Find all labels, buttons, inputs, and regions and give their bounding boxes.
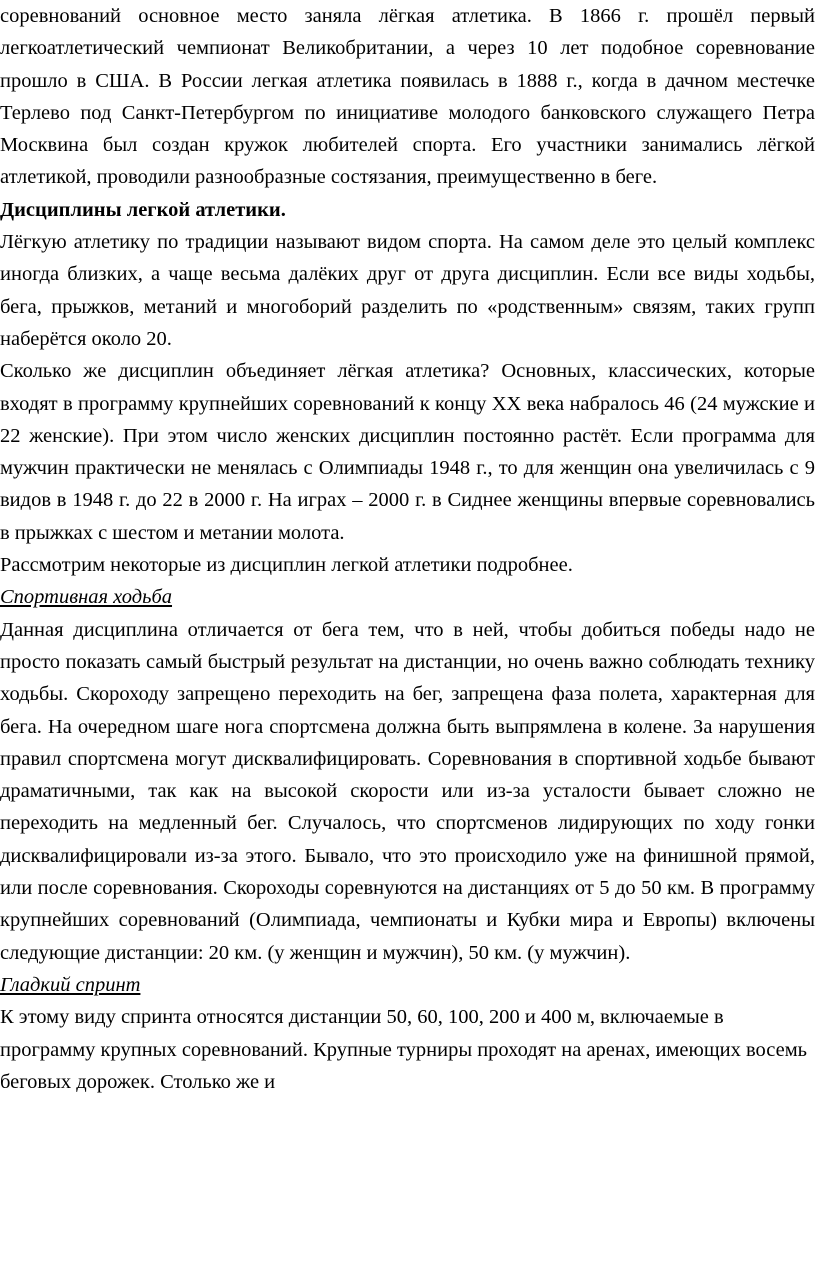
subheading-race-walking: Спортивная ходьба: [0, 586, 173, 609]
paragraph-consider: Рассмотрим некоторые из дисциплин легкой атлетики подробнее.: [0, 554, 573, 577]
paragraph-disciplines-count: Сколько же дисциплин объединяет лёгкая атлетика? Основных, классических, которые входят в программу крупнейших соревнований к концу XX века набралось 46 (24 мужские и 22 женские). При этом число женских дисциплин постоянно растёт. Если программа для мужчин практически не менялась с Олимпиады 1948 г., то для женщин она увеличилась с 9 видов в 1948 г. до 22 в 2000 г. На играх – 2000 г. в Сиднее женщины впервые соревновались в прыжках с шестом и метании молота.: [0, 360, 815, 544]
heading-disciplines: Дисциплины легкой атлетики.: [0, 198, 286, 221]
paragraph-disciplines-intro: Лёгкую атлетику по традиции называют видом спорта. На самом деле это целый комплекс иногда близких, а чаще весьма далёких друг от друга дисциплин. Если все виды ходьбы, бега, прыжков, метаний и многоборий разделить по «родственным» связям, таких групп наберётся около 20.: [0, 231, 815, 350]
paragraph-race-walking: Данная дисциплина отличается от бега тем, что в ней, чтобы добиться победы надо не просто показать самый быстрый результат на дистанции, но очень важно соблюдать технику ходьбы. Скороходу запрещено переходить на бег, запрещена фаза полета, характерная для бега. На очередном шаге нога спортсмена должна быть выпрямлена в колене. За нарушения правил спортсмена могут дисквалифицировать. Соревнования в спортивной ходьбе бывают драматичными, так как на высокой скорости или из-за усталости бывает сложно не переходить на медленный бег. Случалось, что спортсменов лидирующих по ходу гонки дисквалифицировали из-за этого. Бывало, что это происходило уже на финишной прямой, или после соревнования. Скороходы соревнуются на дистанциях от 5 до 50 км. В программу крупнейших соревнований (Олимпиада, чемпионаты и Кубки мира и Европы) включены следующие дистанции: 20 км. (у женщин и мужчин), 50 км. (у мужчин).: [0, 618, 815, 964]
subheading-sprint: Гладкий спринт: [0, 973, 141, 996]
paragraph-history: соревнований основное место заняла лёгкая атлетика. В 1866 г. прошёл первый легкоатлетический чемпионат Великобритании, а через 10 лет подобное соревнование прошло в США. В России легкая атлетика появилась в 1888 г., когда в дачном местечке Терлево под Санкт-Петербургом по инициативе молодого банковского служащего Петра Москвина был создан кружок любителей спорта. Его участники занимались лёгкой атлетикой, проводили разнообразные состязания, преимущественно в беге.: [0, 5, 815, 189]
paragraph-sprint: К этому виду спринта относятся дистанции 50, 60, 100, 200 и 400 м, включаемые в программу крупных соревнований. Крупные турниры проходят на аренах, имеющих восемь беговых дорожек. Столько же и: [0, 1006, 808, 1093]
